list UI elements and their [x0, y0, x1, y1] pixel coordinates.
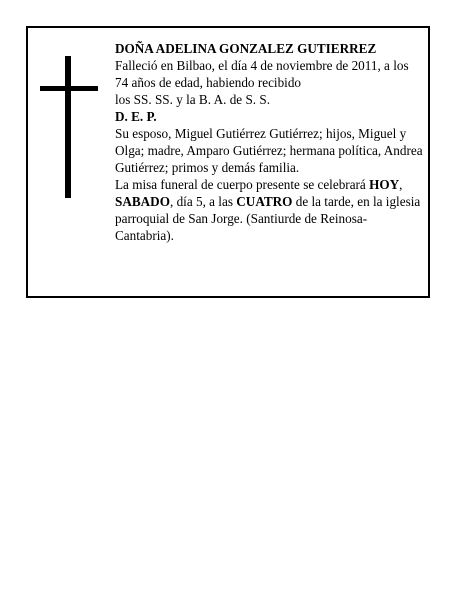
obituary-text — [115, 40, 425, 244]
family-paragraph: Su esposo, Miguel Gutiérrez Gutiérrez; hijos, Miguel y Olga; madre, Amparo Gutiérrez; hermana política, Andrea Gutiérrez; primos y demás familia. — [115, 126, 423, 175]
funeral-text-3: , día 5, a las — [169, 194, 237, 209]
cross-vertical-bar — [65, 56, 71, 198]
death-line-1: Falleció en Bilbao, el día 4 de noviembre de 2011, a los — [115, 58, 409, 73]
funeral-text-1: La misa funeral de cuerpo presente se celebrará — [115, 177, 370, 192]
rip-line: D. E. P. — [115, 109, 157, 124]
funeral-text-2: , — [399, 177, 403, 192]
obituary-notice — [26, 26, 430, 298]
funeral-saturday: SABADO — [115, 194, 170, 209]
death-line-3: los SS. SS. y la B. A. de S. S. — [115, 92, 270, 107]
funeral-paragraph — [115, 176, 425, 244]
funeral-today: HOY — [369, 177, 400, 192]
cross-horizontal-bar — [40, 86, 98, 91]
death-line-2: 74 años de edad, habiendo recibido — [115, 75, 302, 90]
funeral-time: CUATRO — [236, 194, 293, 209]
funeral-text-4: de la tarde, en la iglesia parroquial de San Jorge. (Santiurde de Reinosa-Cantabria). — [115, 194, 421, 243]
deceased-name: DOÑA ADELINA GONZALEZ GUTIERREZ — [115, 41, 377, 56]
cross-icon — [40, 56, 98, 198]
